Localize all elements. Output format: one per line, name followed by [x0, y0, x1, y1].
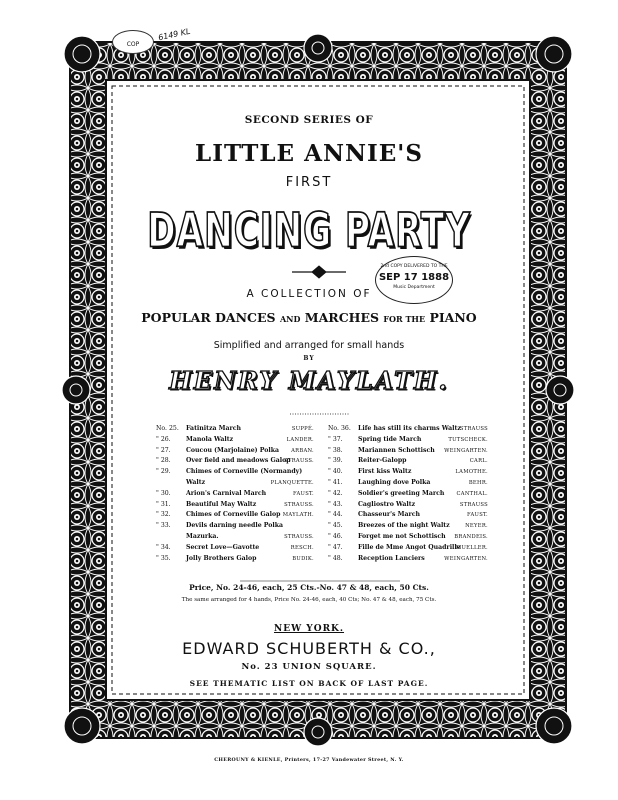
corner-stamp-text: COP	[126, 41, 140, 48]
piece-title: Laughing dove Polka	[358, 478, 431, 486]
piece-number: " 48.	[328, 554, 343, 562]
piece-title: Life has still its charms Waltz	[358, 425, 461, 432]
thematic-note: SEE THEMATIC LIST ON BACK OF LAST PAGE.	[189, 679, 429, 688]
by-label: BY	[303, 355, 315, 362]
piece-composer: TUTSCHECK.	[448, 436, 488, 443]
piece-composer: BEHR.	[468, 479, 488, 486]
list-item	[328, 554, 488, 565]
list-item	[328, 489, 488, 500]
list-item	[156, 510, 314, 521]
piece-composer: STRAUSS.	[284, 533, 314, 540]
piece-composer: WEINGARTEN.	[444, 555, 488, 562]
piece-composer: BUDIK.	[292, 555, 314, 562]
piece-number: " 30.	[156, 489, 171, 497]
list-item	[156, 467, 314, 478]
composer-name: HENRY MAYLATH.	[169, 366, 449, 395]
contents-right-column	[328, 424, 488, 564]
list-item	[156, 543, 314, 554]
list-item	[156, 500, 314, 511]
piece-title: Jolly Brothers Galop	[186, 554, 257, 562]
piece-number: " 35.	[156, 554, 171, 562]
piece-title: Soldier's greeting March	[358, 489, 445, 497]
piece-title: Cagliostro Waltz	[358, 500, 416, 508]
stamp-date: SEP 17 1888	[378, 272, 450, 283]
popular-c: PIANO	[429, 310, 477, 325]
stamp-line-1: 2nd COPY DELIVERED TO THE	[380, 264, 448, 269]
list-item	[156, 489, 314, 500]
piece-composer: FAUST.	[467, 512, 488, 519]
piece-title: Waltz	[186, 478, 206, 486]
list-item	[328, 510, 488, 521]
piece-title: Mariannen Schottisch	[358, 446, 435, 454]
piece-composer: SUPPÉ.	[291, 426, 314, 432]
piece-composer: MAYLATH.	[282, 512, 314, 519]
piece-number: " 33.	[156, 522, 171, 530]
list-item	[328, 446, 488, 457]
list-item	[328, 456, 488, 467]
piece-number: No. 25.	[156, 425, 179, 432]
list-item	[156, 521, 314, 532]
piece-composer: STRAUSS.	[284, 458, 314, 465]
main-title: DANCING PARTY	[147, 202, 471, 258]
piece-composer: BRANDEIS.	[454, 533, 488, 540]
piece-title: Fille de Mme Angot Quadrille	[358, 543, 461, 551]
piece-number: " 31.	[156, 500, 171, 508]
piece-composer: STRAUSS	[459, 501, 488, 508]
piece-title: Over field and meadows Galop	[186, 457, 291, 465]
list-item	[156, 478, 314, 489]
piece-number: " 26.	[156, 435, 171, 443]
list-item	[156, 435, 314, 446]
list-item	[156, 446, 314, 457]
piece-number: " 43.	[328, 500, 343, 508]
list-item	[328, 521, 488, 532]
piece-number: " 38.	[328, 446, 343, 454]
piece-title: Mazurka.	[186, 532, 219, 540]
piece-title: First kiss Waltz	[358, 468, 412, 476]
piece-number: " 47.	[328, 543, 343, 551]
piece-title: Coucou (Marjolaine) Polka	[186, 446, 279, 454]
handwritten-number: 6149 KL	[157, 26, 192, 43]
list-item	[156, 456, 314, 467]
piece-title: Reiter-Galopp	[358, 457, 407, 465]
piece-title: Fatinitza March	[186, 425, 242, 432]
piece-title: Chasseur's March	[358, 511, 421, 519]
piece-composer: RESCH.	[290, 544, 314, 551]
piece-composer: WEINGARTEN.	[444, 447, 488, 454]
piece-composer: LAMOTHE.	[455, 469, 488, 476]
popular-for: FOR THE	[383, 314, 426, 324]
list-item	[328, 424, 488, 435]
piece-title: Chimes of Corneville (Normandy)	[186, 468, 303, 476]
piece-composer: MUELLER.	[455, 544, 488, 551]
piece-number: " 28.	[156, 457, 171, 465]
popular-b: MARCHES	[304, 310, 380, 325]
contents-left-column	[156, 424, 314, 564]
piece-number: " 29.	[156, 468, 171, 476]
popular-line	[0, 310, 618, 325]
piece-title: Secret Love—Gavotte	[186, 543, 260, 551]
price-line: Price, No. 24-46, each, 25 Cts.-No. 47 & 48, each, 50 Cts.	[189, 583, 429, 592]
piece-title: Spring tide March	[358, 435, 422, 443]
piece-number: " 44.	[328, 511, 343, 519]
list-item	[328, 543, 488, 554]
publisher-name: EDWARD SCHUBERTH & CO.,	[182, 639, 436, 658]
list-item	[328, 532, 488, 543]
piece-title: Chimes of Corneville Galop	[186, 511, 281, 519]
simplified-line: Simplified and arranged for small hands	[213, 340, 405, 351]
price-four-hands: The same arranged for 4 hands, Price No. 24-46, each, 40 Cts; No. 47 & 48, each, 75 Cts.	[181, 597, 437, 603]
piece-number: " 42.	[328, 489, 343, 497]
title-name: LITTLE ANNIE'S	[195, 140, 423, 167]
list-item	[328, 467, 488, 478]
piece-number: " 39.	[328, 457, 343, 465]
piece-composer: CANTHAL.	[456, 490, 488, 497]
list-item	[328, 500, 488, 511]
collection-label: A COLLECTION OF	[246, 288, 372, 300]
list-item	[156, 532, 314, 543]
piece-title: Devils darning needle Polka	[186, 522, 284, 530]
piece-number: No. 36.	[328, 425, 351, 432]
piece-title: Manola Waltz	[186, 435, 234, 443]
popular-and: AND	[279, 314, 301, 324]
piece-composer: STRAUSS	[459, 426, 488, 432]
piece-title: Beautiful May Waltz	[186, 500, 257, 508]
piece-composer: LANDER.	[286, 436, 314, 443]
piece-composer: FAUST.	[293, 490, 314, 497]
piece-number: " 34.	[156, 543, 171, 551]
piece-composer: PLANQUETTE.	[270, 479, 314, 486]
piece-title: Forget me not Schottisch	[358, 532, 446, 540]
list-item	[156, 554, 314, 565]
piece-title: Breezes of the night Waltz	[358, 522, 450, 530]
series-label: SECOND SERIES OF	[244, 114, 374, 126]
piece-number: " 27.	[156, 446, 171, 454]
popular-a: POPULAR DANCES	[141, 310, 276, 325]
corner-stamp	[112, 30, 154, 54]
stamp-line-3: Music Department	[393, 285, 435, 290]
piece-number: " 46.	[328, 532, 343, 540]
piece-number: " 32.	[156, 511, 171, 519]
piece-number: " 40.	[328, 468, 343, 476]
piece-number: " 41.	[328, 478, 343, 486]
piece-composer: CARL.	[469, 458, 488, 465]
piece-composer: NEYER.	[465, 523, 488, 530]
piece-number: " 45.	[328, 522, 343, 530]
list-item	[156, 424, 314, 435]
list-item	[328, 435, 488, 446]
printer-credit: CHEROUNY & KIENLE, Printers, 17-27 Vandewater Street, N. Y.	[214, 757, 404, 763]
piece-composer: ARBAN.	[291, 447, 314, 454]
title-first: FIRST	[285, 175, 333, 190]
publisher-city: NEW YORK.	[273, 624, 345, 634]
publisher-address: No. 23 UNION SQUARE.	[241, 662, 377, 672]
piece-number: " 37.	[328, 435, 343, 443]
piece-title: Reception Lanciers	[358, 554, 425, 562]
piece-composer: STRAUSS.	[284, 501, 314, 508]
list-item	[328, 478, 488, 489]
piece-title: Arion's Carnival March	[186, 489, 267, 497]
